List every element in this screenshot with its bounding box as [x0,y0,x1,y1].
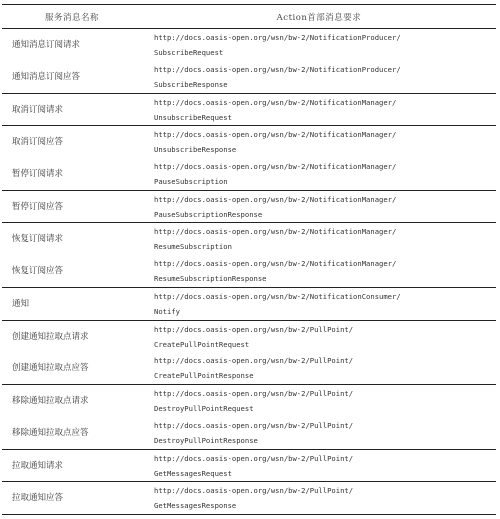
table-row [2,158,496,190]
table-row [2,320,496,352]
action-uri-cell [142,158,496,190]
service-name-cell: 暂停订阅请求 [12,169,64,180]
action-uri-cell [142,288,496,320]
action-uri-base: http://docs.oasis-open.org/wsn/bw-2/NotificationManager/ [154,162,397,172]
service-name-cell: 移除通知拉取点应答 [12,428,89,439]
service-name-cell: 取消订阅请求 [12,104,64,115]
action-uri-op: CreatePullPointResponse [154,371,254,381]
action-uri-op: SubscribeResponse [154,79,228,89]
action-uri-base: http://docs.oasis-open.org/wsn/bw-2/PullPoint/ [154,356,354,366]
action-uri-base: http://docs.oasis-open.org/wsn/bw-2/NotificationManager/ [154,227,397,237]
table-row [2,417,496,449]
action-uri-cell [142,61,496,93]
action-uri-cell [142,29,496,61]
service-message-table [2,4,496,515]
table-row [2,190,496,222]
action-uri-cell [142,93,496,125]
action-uri-base: http://docs.oasis-open.org/wsn/bw-2/PullPoint/ [154,454,354,464]
service-name-cell: 取消订阅应答 [12,137,64,148]
service-name-cell: 拉取通知请求 [12,461,64,472]
action-uri-cell [142,255,496,287]
action-uri-op: DestroyPullPointRequest [154,404,254,414]
action-uri-base: http://docs.oasis-open.org/wsn/bw-2/NotificationManager/ [154,259,397,269]
service-name-cell: 创建通知拉取点请求 [12,331,89,342]
action-uri-op: Notify [154,307,180,317]
table-row [2,482,496,514]
table-row [2,223,496,255]
action-uri-base: http://docs.oasis-open.org/wsn/bw-2/PullPoint/ [154,324,354,334]
action-uri-base: http://docs.oasis-open.org/wsn/bw-2/NotificationProducer/ [154,64,401,74]
table-row [2,93,496,125]
action-uri-op: DestroyPullPointResponse [154,436,258,446]
action-uri-cell [142,450,496,482]
action-uri-base: http://docs.oasis-open.org/wsn/bw-2/NotificationProducer/ [154,33,401,42]
action-uri-base: http://docs.oasis-open.org/wsn/bw-2/NotificationManager/ [154,194,397,204]
table-row [2,288,496,320]
action-uri-cell [142,190,496,222]
service-name-cell: 通知消息订阅应答 [12,71,81,82]
service-name-cell: 通知 [12,299,30,310]
table-body [2,29,496,515]
action-uri-base: http://docs.oasis-open.org/wsn/bw-2/PullPoint/ [154,389,354,399]
action-uri-op: ResumeSubscription [154,242,232,252]
action-uri-op: PauseSubscriptionResponse [154,209,263,219]
table-row [2,385,496,417]
table-row [2,352,496,384]
action-uri-cell [142,417,496,449]
header-row [2,5,496,29]
header-service-message-name: 服务消息名称 [44,12,99,23]
table-row [2,255,496,287]
action-uri-cell [142,126,496,158]
header-action-requirement: Action首部消息要求 [276,12,362,23]
service-name-cell: 创建通知拉取点应答 [12,363,89,374]
service-name-cell: 移除通知拉取点请求 [12,396,89,407]
action-uri-op: SubscribeRequest [154,48,224,57]
action-uri-base: http://docs.oasis-open.org/wsn/bw-2/PullPoint/ [154,421,354,431]
action-uri-op: UnsubscribeResponse [154,145,237,155]
service-name-cell: 通知消息订阅请求 [12,40,81,50]
action-uri-base: http://docs.oasis-open.org/wsn/bw-2/NotificationConsumer/ [154,292,401,302]
service-name-cell: 暂停订阅应答 [12,201,64,212]
table-row [2,450,496,482]
service-name-cell: 恢复订阅应答 [12,266,64,277]
action-uri-op: ResumeSubscriptionResponse [154,274,267,284]
action-uri-base: http://docs.oasis-open.org/wsn/bw-2/NotificationManager/ [154,130,397,140]
action-uri-op: CreatePullPointRequest [154,339,250,349]
table-row [2,61,496,93]
action-uri-op: GetMessagesRequest [154,469,232,479]
action-uri-op: UnsubscribeRequest [154,112,232,122]
service-name-cell: 拉取通知应答 [12,493,64,504]
action-uri-cell [142,223,496,255]
action-uri-op: PauseSubscription [154,177,228,187]
action-uri-base: http://docs.oasis-open.org/wsn/bw-2/PullPoint/ [154,486,354,496]
table-header [2,5,496,29]
action-uri-base: http://docs.oasis-open.org/wsn/bw-2/NotificationManager/ [154,97,397,107]
action-uri-cell [142,320,496,352]
table-row [2,126,496,158]
service-name-cell: 恢复订阅请求 [12,234,64,245]
action-uri-cell [142,385,496,417]
action-uri-cell [142,352,496,384]
table-row [2,29,496,61]
action-uri-op: GetMessagesResponse [154,501,237,511]
action-uri-cell [142,482,496,514]
